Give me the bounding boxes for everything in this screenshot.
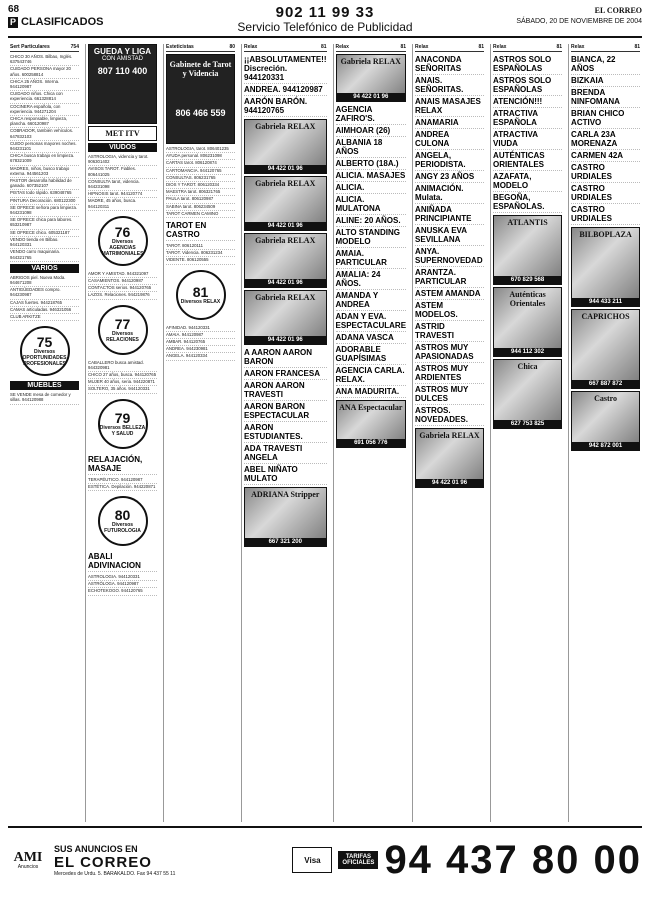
classified-ad: SE OFRECE chico. 605321187 — [10, 230, 79, 237]
classified-ad: ABRIGOS piel. Nueva Moda. 944671208 — [10, 275, 79, 287]
classified-ad: BIZKAIA — [571, 75, 640, 87]
classified-ad: AIMHOAR (26) — [336, 125, 407, 137]
classified-ad: TERAPÉUTICO. 944120987 — [88, 477, 157, 484]
classified-ad: DIOS Y TAROT. 806120334 — [166, 182, 235, 189]
column-6 — [412, 44, 486, 822]
column-4 — [241, 44, 329, 822]
classified-ad: ANDREA. 944120987 — [244, 84, 327, 96]
classified-ad: MADRE, 45 años, busca. 944120311 — [88, 198, 157, 210]
photo-ad: ATLANTIS 670 829 568 — [493, 215, 562, 285]
column-8 — [568, 44, 642, 822]
classified-ad: ADANA VASCA — [336, 332, 407, 344]
classified-ad: ANACONDA SEÑORITAS — [415, 54, 484, 75]
classified-ad: ASTROS MUY APASIONADAS — [415, 342, 484, 363]
section-heading: VARIOS — [10, 264, 79, 273]
column-7 — [490, 44, 564, 822]
classified-ad: PASTOR desarrolla habilidad de ganado. 607352107 — [10, 178, 79, 190]
classified-ad: TAROT. Videncia. 806231234 — [166, 250, 235, 257]
classified-ad: AARON ESTUDIANTES. — [244, 422, 327, 443]
adivinacion-heading: ABALI ADIVINACION — [88, 551, 157, 572]
classified-ad: ALTO STANDING MODELO — [336, 227, 407, 248]
classified-ad: ALICIA. — [336, 182, 407, 194]
classified-ad: AARON AARON TRAVESTI — [244, 380, 327, 401]
classified-ad: ECHOTEKOGO. 944120765 — [88, 588, 157, 595]
classified-ad: ANGELA, PERIODISTA. — [415, 150, 484, 171]
photo-ad: Gabriela RELAX 94 422 01 96 — [244, 119, 327, 174]
classified-ad: MAESTRA tarot. 806321765 — [166, 189, 235, 196]
ami-logo: AMI Anuncios — [13, 849, 43, 870]
classified-ad: CUIDO personas mayores noches. 944231101 — [10, 141, 79, 153]
classified-ad: TAROT. 806120111 — [166, 243, 235, 250]
classified-ad: PAULA tarot. 806120987 — [166, 196, 235, 203]
page-number: 68 — [8, 4, 20, 15]
column-3 — [163, 44, 237, 822]
classified-ad: MADRES, niños, busco trabajo externa. 944561203 — [10, 166, 79, 178]
classified-ad: ALINE: 20 AÑOS. — [336, 215, 407, 227]
classified-ad: BRENDA NINFOMANA — [571, 87, 640, 108]
classified-ad: ASTRÓLOGA. 944120987 — [88, 581, 157, 588]
relax-heading: RELAJACIÓN, MASAJE — [88, 454, 157, 475]
classified-ad: AMALIA: 24 AÑOS. — [336, 269, 407, 290]
category-badge: 75 Diversos OPORTUNIDADES PROFESIONALES — [20, 326, 70, 376]
classified-ad: ADA TRAVESTI ANGELA — [244, 443, 327, 464]
column-header: Relax 81 — [244, 44, 327, 50]
promo-guide-ad: GUEDA Y LIGA CON AMISTAD 807 110 400 — [88, 44, 157, 124]
photo-ad: Gabriela RELAX 94 422 01 96 — [336, 54, 407, 102]
classified-ad: AYUDA personal. 806231098 — [166, 153, 235, 160]
classified-ad: CHICO 27 años, busca. 944120765 — [88, 372, 157, 379]
photo-ad: Chica 627 753 825 — [493, 359, 562, 429]
classified-ad: PINTURA Decoración. 680122300 — [10, 198, 79, 205]
classified-ad: ANAIS. SEÑORITAS. — [415, 75, 484, 96]
issue-date: SÁBADO, 20 DE NOVIEMBRE DE 2004 — [516, 18, 642, 25]
section-heading: VIUDOS — [88, 143, 157, 152]
classified-ad: AGENCIA CARLA. RELAX. — [335, 366, 405, 384]
classified-ad: SE OFRECE señora para limpieza. 944231098 — [10, 205, 79, 217]
classified-ad: BRIAN CHICO ACTIVO — [571, 108, 640, 129]
column-5 — [333, 44, 409, 822]
classified-ad: ANDREA CULONA — [415, 129, 484, 150]
classified-ad: AARON FRANCESA — [244, 368, 327, 380]
classified-ad: AUTÉNTICAS ORIENTALES — [493, 150, 562, 171]
classified-ad: ADORABLE GUAPÍSIMAS — [336, 344, 407, 365]
classified-ad: CONSULTAS. 806231765 — [166, 175, 235, 182]
classified-ad: VIDENTE. 806120555 — [166, 257, 235, 264]
classified-ad: AMAIA. PARTICULAR — [336, 248, 407, 269]
classified-ad: AFINIDAD. 944120331 — [166, 325, 235, 332]
page-header — [8, 4, 642, 38]
classified-ad: VENDO carro maquinaria. 944321765 — [10, 249, 79, 261]
met-itv-logo: MET ITV — [88, 126, 157, 141]
column-2 — [85, 44, 159, 822]
category-badge: 76 Diversos AGENCIAS MATRIMONIALES — [98, 216, 148, 266]
classified-ad: ANIÑADA PRINCIPIANTE — [415, 204, 484, 225]
category-badge: 77 Diversos RELACIONES — [98, 305, 148, 355]
newspaper-name: EL CORREO — [594, 6, 642, 15]
footer-phone: 94 437 80 00 — [384, 837, 642, 882]
photo-ad: Gabriela RELAX 94 422 01 96 — [244, 176, 327, 231]
page-footer-banner — [8, 826, 642, 892]
column-header: Relax 81 — [335, 44, 407, 50]
classified-ad: SE VENDE mesa de comedor y sillas. 944120988 — [10, 392, 79, 404]
classified-ad: ANDREA. 944230981 — [166, 346, 235, 353]
classified-ad: ALBANIA 18 AÑOS — [336, 137, 407, 158]
classified-ad: CHICA busca trabajo en limpieza. 678321009 — [10, 153, 79, 165]
classified-ad: CASTRO URDIALES — [571, 162, 640, 183]
classified-ad: CHICA 25 AÑOS. Interna. 944120987 — [10, 79, 79, 91]
column-header: Relax 81 — [493, 44, 563, 50]
column-header: Esteticistas 80 — [166, 44, 235, 50]
classified-ad: PISTAS todo rápido. 639048765 — [10, 190, 79, 197]
photo-ad: BILBOPLAZA 944 433 211 — [571, 227, 640, 307]
classified-ad: ASTROS. NOVEDADES. — [415, 405, 484, 426]
classified-ad: SE OFRECE chica para labores. 653210987 — [10, 217, 79, 229]
classified-ad: ATRACTIVA VIUDA — [493, 129, 562, 150]
classified-ad: CHICA responsable, limpieza, plancha. 660120987 — [10, 116, 79, 128]
classified-ad: ASTEM MODELOS. — [415, 300, 484, 321]
classified-ad: ANUSKA EVA SEVILLANA — [415, 225, 484, 246]
classified-ad: ARANTZA. PARTICULAR — [415, 267, 484, 288]
section-letter: P — [10, 16, 17, 27]
classified-ad: AVISOS TAROT. Fiables. 806441025 — [88, 166, 157, 178]
classified-ad: ASTROS SOLO ESPAÑOLAS — [493, 54, 562, 75]
classified-ad: ESTÉTICA. Depilación. 944220871 — [88, 484, 157, 491]
section-label: CLASIFICADOS — [21, 16, 104, 28]
classified-ad: ASTRID TRAVESTI — [415, 321, 484, 342]
photo-ad: Castro 942 872 001 — [571, 391, 640, 451]
classified-ad: CUIDADO PERSONA mayor 20 años. 600258814 — [10, 66, 79, 78]
classified-ad: CUIDADO niños. Chica con experiencia. 661328814 — [10, 91, 79, 103]
classified-ad: AMOR Y AMISTAD. 944321097 — [88, 271, 157, 278]
classified-ad: ALBERTO (18A.) — [336, 158, 407, 170]
photo-ad: CAPRICHOS 667 887 872 — [571, 309, 640, 389]
tarot-heading: TAROT EN CASTRO — [166, 220, 235, 241]
classified-ad: COBRADOR, también vehículos. 647832103 — [10, 128, 79, 140]
photo-ad: ADRIANA Stripper 667 321 200 — [244, 487, 327, 547]
classified-columns — [8, 44, 642, 822]
classified-ad: ALICIA. MASAJES — [335, 171, 406, 180]
service-phone: 902 11 99 33 — [275, 4, 375, 21]
classified-ad: ATRACTIVA ESPAÑOLA — [493, 108, 562, 129]
photo-ad: Gabriela RELAX 94 422 01 96 — [244, 290, 327, 345]
classified-ad: TAROT CARMEN CAMINO — [166, 211, 235, 218]
classified-ad: CASTRO URDIALES — [571, 204, 640, 225]
classified-ad: CABALLERO busca amistad. 944320981 — [88, 360, 157, 372]
classified-ad: CAMAS articuladas. 946321056 — [10, 307, 79, 314]
classified-ad: ANGELA. 944120334 — [166, 353, 235, 360]
classified-ad: ASTROS MUY ARDIENTES — [415, 363, 484, 384]
classified-ad: SABINA tarot. 806234509 — [166, 204, 235, 211]
column-header: Sert Particulares 754 — [10, 44, 79, 50]
column-1 — [8, 44, 81, 822]
classified-ad: ANAMARIA — [415, 117, 484, 129]
category-badge: 79 Diversos BELLEZA Y SALUD — [98, 399, 148, 449]
classified-ad: ANGY 23 AÑOS — [415, 171, 484, 183]
classified-ad: BIANCA, 22 AÑOS — [571, 54, 640, 75]
classified-ad: CARMEN 42A — [571, 150, 640, 162]
classified-ad: CLUB ARKITZE — [10, 314, 79, 321]
classified-ad: VENDO tienda en Bilbao. 944120331 — [10, 237, 79, 249]
classified-ad: BEGOÑA, ESPAÑOLAS. — [493, 192, 562, 213]
column-header: Relax 81 — [571, 44, 641, 50]
classified-ad: ATENCIÓN!!! — [493, 96, 562, 108]
photo-ad: Gabriela RELAX 94 422 01 96 — [244, 233, 327, 288]
classified-ad: HIPNOSIS tarot. 944120774 — [88, 191, 157, 198]
classified-ad: ABEL NIÑATO MULATO — [244, 464, 327, 485]
classified-ad: CONTACTOS serios. 944120765 — [88, 285, 157, 292]
classified-ad: COCINERA española, con experiencia. 944271204 — [10, 104, 79, 116]
classified-ad: ANYA. SUPERNOVEDAD — [415, 247, 483, 265]
classified-ad: A AARON AARON BARON — [244, 347, 327, 368]
classified-ad: ¡¡ABSOLUTAMENTE!! Discreción. 944120331 — [244, 55, 327, 82]
classified-ad: CONSULTA tarot, videncia. 944231098 — [88, 179, 157, 191]
classified-ad: AGENCIA ZAFIRO'S. — [336, 104, 407, 125]
classified-ad: ANTIGÜEDADES compro. 944230987 — [10, 287, 79, 299]
classified-ad: AARÓN BARÓN. 944120765 — [244, 96, 327, 117]
column-header: Relax 81 — [415, 44, 485, 50]
classified-ad: AMANDA Y ANDREA — [336, 290, 407, 311]
classified-ad: SOLTERO, 35 años. 944120331 — [88, 386, 157, 393]
classified-ad: AZAFATA, MODELO — [493, 171, 562, 192]
tarifas-label: TARIFAS OFICIALES — [338, 851, 378, 869]
classified-ad: ASTROLOGIA. 944120331 — [88, 574, 157, 581]
classified-ad: MUJER 40 años, seria. 944220871 — [88, 379, 157, 386]
classified-ad: CAJAS fuertes. 944218765 — [10, 300, 79, 307]
classified-ad: ANIMACIÓN. Mulata. — [415, 183, 484, 204]
classified-ad: AMBAR. 944120765 — [166, 339, 235, 346]
section-heading: MUEBLES — [10, 381, 79, 390]
classified-ad: ASTROLOGIA, tarot. 806401235 — [166, 146, 235, 153]
visa-card-icon: Visa — [292, 847, 332, 873]
classified-ad: AARON BARON ESPECTACULAR — [244, 401, 327, 422]
photo-ad: Auténticas Orientales 944 112 302 — [493, 287, 562, 357]
service-label: Servicio Telefónico de Publicidad — [237, 20, 413, 34]
classified-ad: LAZOS. Relaciones. 944219876 — [88, 292, 157, 299]
classified-ad: CASTRO URDIALES — [571, 183, 640, 204]
classified-ad: AMAIA. 944120987 — [166, 332, 235, 339]
photo-ad: Gabriela RELAX 94 422 01 96 — [415, 428, 484, 488]
classified-ad: ANA MADURITA. — [336, 386, 407, 398]
classified-ad: ASTEM AMANDA — [415, 288, 484, 300]
category-badge: 80 Diversos FUTUROLOGIA — [98, 496, 148, 546]
classified-ad: ALICIA. MULATONA — [336, 194, 407, 215]
tarot-promo-ad: Gabinete de Tarot y Videncia 806 466 559 — [166, 54, 235, 144]
classified-ad: CARTAS tarot. 806120874 — [166, 160, 235, 167]
classified-ad: ADAN Y EVA. ESPECTACULARE — [335, 312, 407, 330]
classified-ad: CARLA 23A MORENAZA — [571, 129, 640, 150]
classified-ad: ASTROS SOLO ESPAÑOLAS — [493, 75, 562, 96]
classified-ad: CARTOMANCIA. 944120765 — [166, 168, 235, 175]
classified-ad: CASAMIENTOS. 944120987 — [88, 278, 157, 285]
classified-ad: ANAIS MASAJES RELAX — [415, 96, 484, 117]
classified-ad: ASTROLOGIA, videncia y tarot. 906301402 — [88, 154, 157, 166]
classified-ad: ASTROS MUY DULCES — [415, 384, 484, 405]
classified-ad: CHICO 30 AÑOS. Bilbao, Inglés. 637543746 — [10, 54, 79, 66]
category-badge: 81 Diversos RELAX — [176, 270, 226, 320]
footer-text: SUS ANUNCIOS EN EL CORREO Mercedes de Urdu. 5. BARAKALDO. Fax 94 437 55 11 — [54, 843, 176, 877]
photo-ad: ANA Espectacular 691 056 776 — [336, 400, 407, 448]
